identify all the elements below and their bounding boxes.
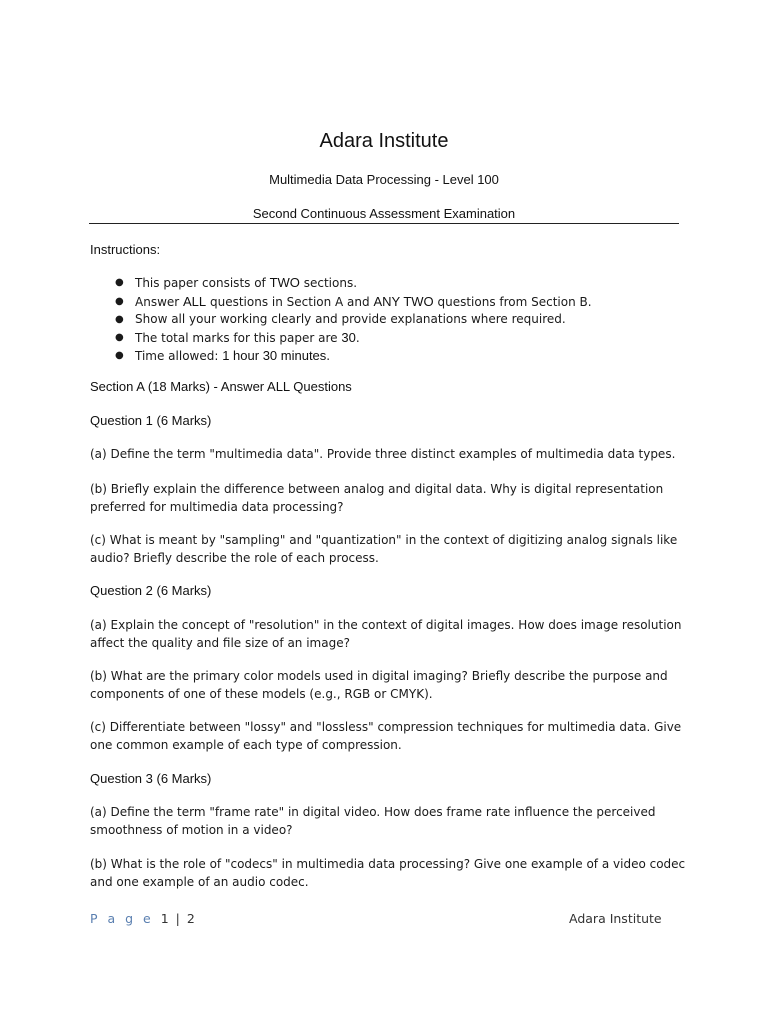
institution-title: Adara Institute xyxy=(319,130,449,152)
question-1b: (b) Briefly explain the difference between analog and digital data. Why is digital representation preferred for multimedia data processing? xyxy=(90,482,664,514)
exam-title: Second Continuous Assessment Examination xyxy=(252,206,516,221)
instruction-item: ● Show all your working clearly and provide explanations where required. xyxy=(135,311,735,329)
instructions-heading: Instructions: xyxy=(90,242,161,257)
header-divider xyxy=(89,223,679,224)
instruction-item: ● This paper consists of TWO sections. xyxy=(115,275,358,290)
question-2b: (b) What are the primary color models used in digital imaging? Briefly describe the purpose and components of one of these models (e.g., RGB or CMYK). xyxy=(90,669,668,701)
bullet-icon: ● xyxy=(115,314,124,325)
question-1a: (a) Define the term "multimedia data". Provide three distinct examples of multimedia data types. xyxy=(90,447,676,461)
instructions-list xyxy=(90,274,735,366)
section-a-heading: Section A (18 Marks) - Answer ALL Questions xyxy=(90,379,352,394)
bullet-icon: ● xyxy=(115,331,124,343)
course-title: Multimedia Data Processing - Level 100 xyxy=(269,172,499,187)
question-2c: (c) Differentiate between "lossy" and "lossless" compression techniques for multimedia data. Give one common example of each type of compression. xyxy=(90,720,682,752)
question-2-heading: Question 2 (6 Marks) xyxy=(90,583,212,598)
instruction-item: ● Time allowed: 1 hour 30 minutes. xyxy=(115,348,331,363)
instruction-item: ● Answer ALL questions in Section A and ANY TWO questions from Section B. xyxy=(115,293,592,309)
instruction-item: ● The total marks for this paper are 30. xyxy=(115,329,360,345)
question-1-heading: Question 1 (6 Marks) xyxy=(90,413,212,428)
question-2a: (a) Explain the concept of "resolution" in the context of digital images. How does image resolution affect the quality and file size of an image? xyxy=(90,618,682,650)
bullet-icon: ● xyxy=(115,350,124,361)
page-number: P a g e 1 | 2 xyxy=(90,911,195,926)
question-3a: (a) Define the term "frame rate" in digital video. How does frame rate influence the perceived smoothness of motion in a video? xyxy=(90,805,656,837)
bullet-icon: ● xyxy=(115,295,124,307)
question-1c: (c) What is meant by "sampling" and "quantization" in the context of digitizing analog signals like audio? Briefly describe the role of each process. xyxy=(90,533,678,565)
footer-institution: Adara Institute xyxy=(569,911,662,926)
question-3b: (b) What is the role of "codecs" in multimedia data processing? Give one example of a video codec and one example of an audio codec. xyxy=(90,857,686,889)
bullet-icon: ● xyxy=(115,277,124,288)
question-3-heading: Question 3 (6 Marks) xyxy=(90,771,212,786)
